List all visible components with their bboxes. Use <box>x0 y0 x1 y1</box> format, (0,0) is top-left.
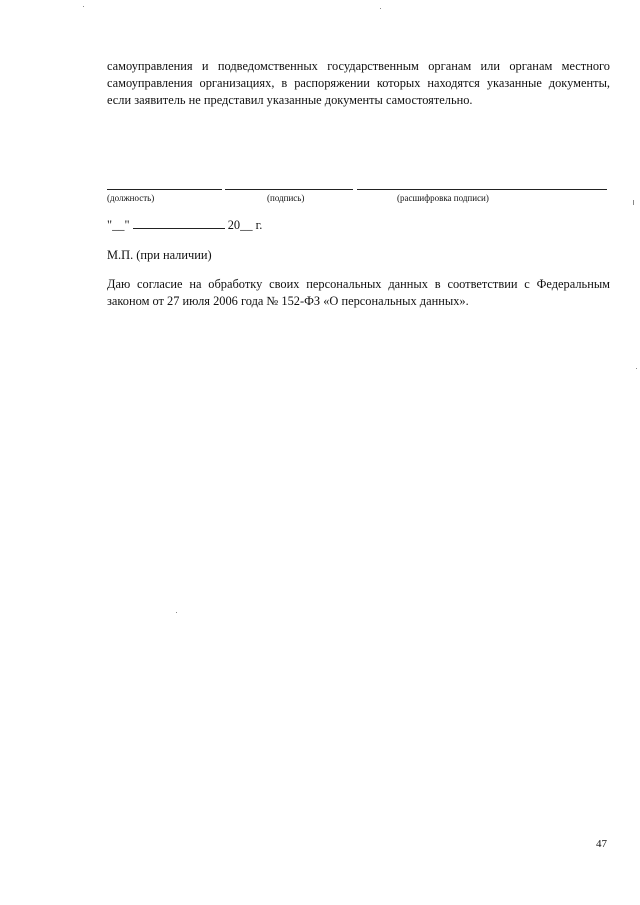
paragraph-continuation <box>107 58 610 109</box>
consent-line: Даю согласие на обработку своих персональных данных в соответствии с Федеральным <box>107 277 610 291</box>
date-line <box>107 217 262 233</box>
date-year-suffix: г. <box>255 218 263 232</box>
page-number: 47 <box>596 838 607 850</box>
paragraph-line: самоуправления и подведомственных государственным органам или органам местного <box>107 59 610 73</box>
scan-speck <box>176 612 177 613</box>
signature-block <box>107 183 607 213</box>
consent-line: законом от 27 июля 2006 года № 152-ФЗ «О персональных данных». <box>107 294 469 308</box>
date-year-prefix: 20 <box>227 218 241 232</box>
position-line <box>107 189 222 190</box>
position-label: (должность) <box>107 193 155 203</box>
date-year-blank: __ <box>240 218 253 232</box>
date-close-quote: " <box>124 218 130 232</box>
decoding-label: (расшифровка подписи) <box>397 193 489 203</box>
stamp-note: М.П. (при наличии) <box>107 248 212 262</box>
date-day-blank: __ <box>112 218 125 232</box>
decoding-line <box>357 189 607 190</box>
paragraph-line: самоуправления организациях, в распоряжении которых находятся указанные документы, <box>107 76 610 90</box>
date-month-blank <box>133 217 225 229</box>
consent-paragraph <box>107 276 610 310</box>
paragraph-line: если заявитель не представил указанные документы самостоятельно. <box>107 93 473 107</box>
scan-speck <box>633 200 634 205</box>
scan-speck <box>636 368 637 369</box>
date-open-quote: " <box>107 218 113 232</box>
scan-speck <box>83 6 84 7</box>
signature-label: (подпись) <box>267 193 305 203</box>
signature-line <box>225 189 353 190</box>
scan-speck <box>380 8 381 9</box>
